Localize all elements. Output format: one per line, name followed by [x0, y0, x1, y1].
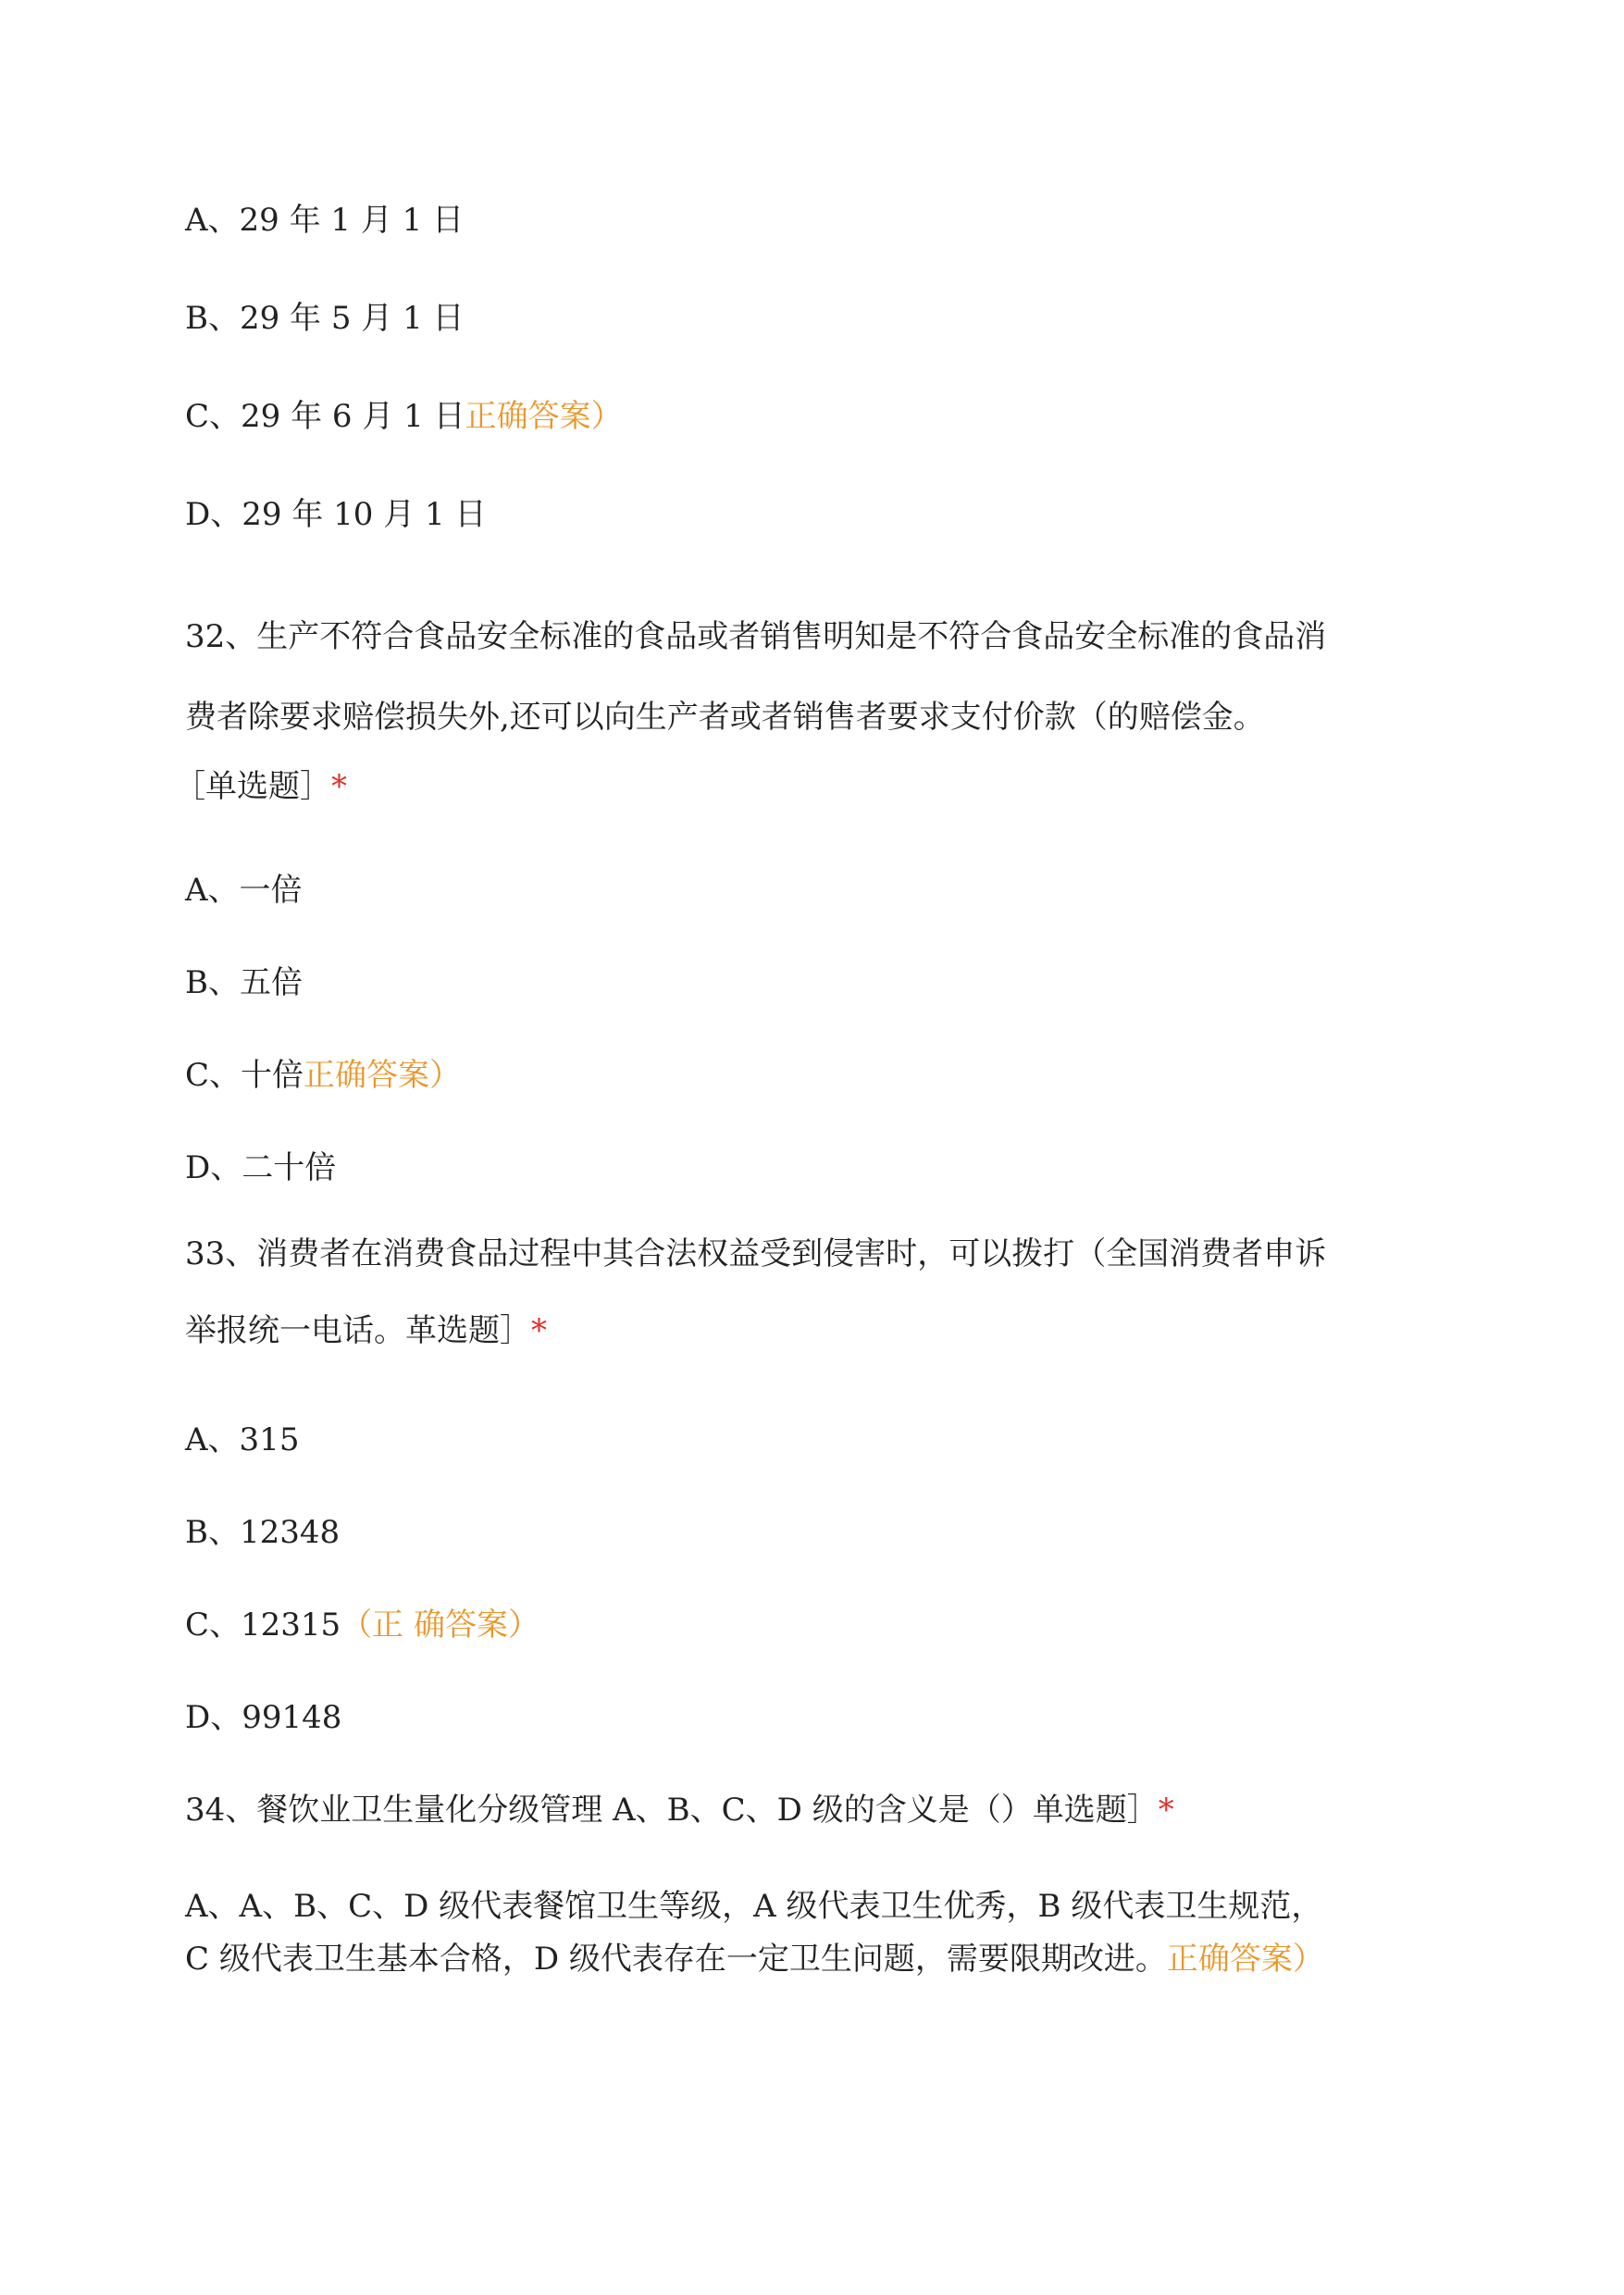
q33-option-b: [185, 1514, 340, 1552]
q31-option-d: [185, 496, 486, 534]
option-text: B、29 年 5 月 1 日: [185, 300, 465, 337]
option-text: D、29 年 10 月 1 日: [185, 496, 487, 533]
required-mark: *: [531, 1312, 547, 1349]
q31-option-c: [185, 398, 623, 436]
option-text: B、12348: [185, 1514, 341, 1551]
q34-question-line: [185, 1792, 1174, 1830]
q32-option-d: [185, 1149, 336, 1187]
correct-answer-mark: 正确答案）: [304, 1057, 462, 1094]
correct-answer-mark: （正 确答案）: [341, 1606, 539, 1644]
option-text: C、29 年 6 月 1 日: [185, 398, 465, 435]
q32-question-line-1: [185, 618, 1326, 656]
question-text: 举报统一电话。革选题］: [185, 1312, 531, 1349]
q33-option-c: [185, 1606, 539, 1644]
option-text: C、十倍: [185, 1057, 304, 1094]
option-text: A、29 年 1 月 1 日: [185, 202, 465, 239]
option-text: A、315: [185, 1421, 300, 1458]
q32-option-b: [185, 964, 303, 1002]
question-type-label: ［单选题］: [174, 768, 331, 805]
option-text: A、一倍: [185, 872, 303, 909]
q33-question-line-2: [185, 1312, 547, 1350]
q31-option-a: [185, 202, 464, 240]
q31-option-b: [185, 300, 465, 338]
question-text: 33、消费者在消费食品过程中其合法权益受到侵害时，可以拨打（全国消费者申诉: [185, 1235, 1327, 1272]
required-mark: *: [1158, 1792, 1174, 1829]
option-text: A、A、B、C、D 级代表餐馆卫生等级，A 级代表卫生优秀，B 级代表卫生规范，: [185, 1888, 1323, 1925]
question-text: 费者除要求赔偿损失外,还可以向生产者或者销售者要求支付价款（的赔偿金。: [185, 699, 1265, 736]
option-text: C、12315: [185, 1606, 341, 1644]
q32-question-line-2: [185, 699, 1265, 737]
question-text: 34、餐饮业卫生量化分级管理 A、B、C、D 级的含义是（）单选题］: [185, 1792, 1159, 1829]
correct-answer-mark: 正确答案）: [465, 398, 623, 435]
q33-option-a: [185, 1421, 299, 1459]
option-text: B、五倍: [185, 964, 303, 1001]
option-text: D、99148: [185, 1699, 342, 1736]
q33-question-line-1: [185, 1235, 1326, 1273]
correct-answer-mark: 正确答案）: [1166, 1941, 1324, 1978]
q32-option-a: [185, 872, 303, 910]
q33-option-d: [185, 1699, 341, 1737]
q32-question-type: [174, 768, 347, 806]
q32-option-c: [185, 1057, 461, 1095]
q34-option-a-line-1: [185, 1888, 1322, 1926]
question-text: 32、生产不符合食品安全标准的食品或者销售明知是不符合食品安全标准的食品消: [185, 618, 1327, 655]
option-text: C 级代表卫生基本合格，D 级代表存在一定卫生问题，需要限期改进。: [185, 1941, 1167, 1978]
q34-option-a-line-2: [185, 1941, 1324, 1979]
option-text: D、二十倍: [185, 1149, 337, 1186]
required-mark: *: [331, 768, 347, 805]
